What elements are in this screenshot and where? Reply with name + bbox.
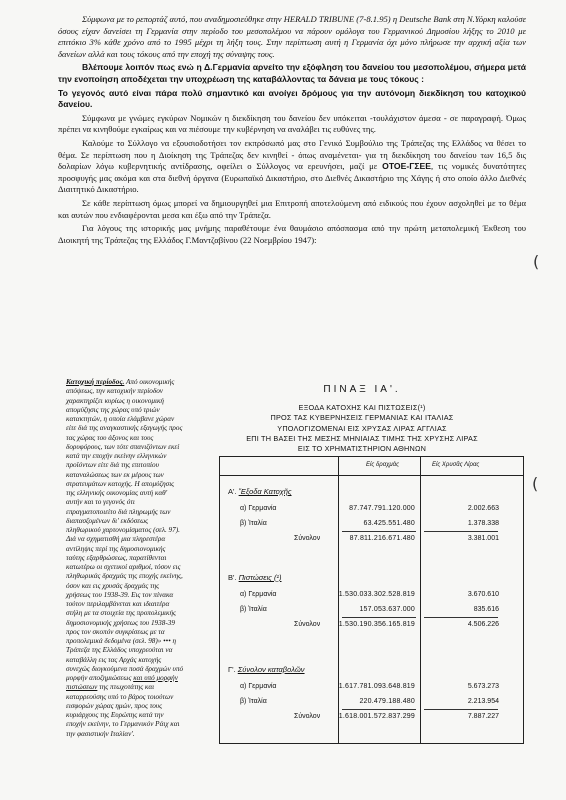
cell-gold-pounds: 3.670.610 <box>467 591 499 598</box>
sidebar-heading: Κατοχική περίοδος. <box>66 378 125 386</box>
row-label: β) Ἰταλία <box>240 698 267 705</box>
section-heading <box>228 487 292 496</box>
cell-gold-pounds: 2.213.954 <box>467 698 499 705</box>
table-row <box>220 698 523 708</box>
table-title-line: ΕΞΟΔΑ ΚΑΤΟΧΗΣ ΚΑΙ ΠΙΣΤΩΣΕΙΣ(¹) <box>298 403 426 412</box>
table-row <box>220 505 523 515</box>
margin-bracket-mark-table: ( <box>532 474 539 493</box>
cell-drachmas: 63.425.551.480 <box>363 520 415 527</box>
cell-drachmas: 1.617.781.093.648.819 <box>338 683 415 690</box>
row-label: α) Γερμανία <box>240 683 277 690</box>
section-heading <box>228 573 282 582</box>
paragraph-important-fact: Το γεγονός αυτό είναι πάρα πολύ σημαντικό και ανοίγει δρόμους για την αυτόνομη διεκδίκηση του κατοχικού δανείου. <box>58 87 526 110</box>
cell-gold-pounds: 5.673.273 <box>467 683 499 690</box>
paragraph-call-text-b: , τις νομικές δυνατότητες προσφυγής μας ακόμα και στα διεθνή όργανα (Ευρωπαϊκό Δικαστήριο, στο Διεθνές Δικαστήριο της Χάγης ή στο οποίο άλλο Διεθνές Διαιτητικό Δικαστήριο. <box>58 161 526 195</box>
sum-rule <box>342 709 416 710</box>
cell-drachmas: 1.530.033.302.528.819 <box>338 591 415 598</box>
table-row <box>220 606 523 616</box>
cell-gold-pounds: 4.506.226 <box>467 621 499 628</box>
row-label: Σύνολον <box>294 535 321 542</box>
cell-drachmas: 220.479.188.480 <box>359 698 415 705</box>
paragraph-herald-tribune: Σύμφωνα με το ρεπορτάζ αυτό, που αναδημοσιεύθηκε στην HERALD TRIBUNE (7-8.1.95) η Deutsche Bank στη Ν.Υόρκη καλούσε όσους είχαν δανείσει τη Γερμανία στην περίοδο του μεσοπολέμου να πάρουν ομόλογα του Γερμανικού Δημοσίου λήξης το 2010 με επιτόκιο 3% κάθε χρόνο από το 1995 μέχρι τη λήξη τους. Στην περίπτωση αυτή η Γερμανία όχι μόνο πλήρωσε την αρχική αξία των δανείων αλλά και τους τόκους από την εποχή της σύναψης τους. <box>58 14 526 59</box>
sidebar-text-1: Από οικονομικής απόψεως, την κατοχικήν περίοδον χαρακτηρίζει κυρίως η οικονομική απομύζησις της χώρας υπό τριών κατακτητών, η οποία ελάμβανε χώραν είτε διά της αναγκαστικής εξαγωγής προς τας χώρας του άξονος και τους δορυφόρους, των τότε σπανιζόντων εκεί κατά την εποχήν εκείνην ελληνικών προϊόντων είτε διά της επιτοπίου καταναλώσεως των εκ μέρους των στρατευμάτων κατοχής. Η απομύζησις της ελληνικής οικονομίας αυτή καθ' αυτήν και το γεγονός ότι επραγματοποιείτο διά πληρωμής των διαπασζομένων δι' εκδόσεως πληθωρικού χαρτονομίσματος (σελ. 97). <box>66 378 183 534</box>
row-label: β) Ἰταλία <box>240 606 267 613</box>
section-heading <box>228 665 305 674</box>
row-label: α) Γερμανία <box>240 591 277 598</box>
margin-bracket-mark: ( <box>533 252 540 271</box>
row-label: α) Γερμανία <box>240 505 277 512</box>
section-number: Α'. <box>228 487 237 496</box>
table-title-block <box>196 384 528 454</box>
paragraph-historical-memory: Για λόγους της ιστορικής μας μνήμης παραθέτουμε ένα θαυμάσιο απόσπασμα από την πρώτη μεταπολεμική Έκθεση του Διοικητή της Τράπεζας της Ελλάδος Γ.Μαντζαβίνου (22 Νοεμβρίου 1947): <box>58 223 526 245</box>
sum-rule <box>424 531 498 532</box>
sum-rule <box>342 617 416 618</box>
row-label: Σύνολον <box>294 621 321 628</box>
cell-gold-pounds: 7.887.227 <box>467 713 499 720</box>
cell-drachmas: 1.618.001.572.837.299 <box>338 713 415 720</box>
row-label: β) Ἰταλία <box>240 520 267 527</box>
table-row-total <box>220 535 523 545</box>
paragraph-committee: Σε κάθε περίπτωση όμως μπορεί να δημιουργηθεί μια Επιτροπή αποτελούμενη από ειδικούς που έχουν ασχοληθεί με το θέμα και αυτών που ενδιαφέρονται μεσα και έξω από την Τράπεζα. <box>58 197 526 220</box>
cell-drachmas: 157.053.637.000 <box>359 606 415 613</box>
section-number: Β'. <box>228 573 237 582</box>
cell-gold-pounds: 3.381.001 <box>467 535 499 542</box>
table-header <box>220 457 523 476</box>
sum-rule <box>424 617 498 618</box>
sum-rule <box>424 709 498 710</box>
row-label: Σύνολον <box>294 713 321 720</box>
section-number: Γ'. <box>228 665 236 674</box>
table-row <box>220 520 523 530</box>
sidebar-text-underlined: και υπό μορφήν πιστώσεων <box>66 674 178 692</box>
column-header-drachmas: Εἰς δραχμάς <box>366 462 400 468</box>
table-row-total <box>220 621 523 631</box>
main-text <box>58 14 526 246</box>
table-row-total <box>220 713 523 723</box>
cell-drachmas: 87.747.791.120.000 <box>349 505 415 512</box>
table-title-line: ΕΠΙ ΤΗ ΒΑΣΕΙ ΤΗΣ ΜΕΣΗΣ ΜΗΝΙΑΙΑΣ ΤΙΜΗΣ ΤΗΣ ΧΡΥΣΗΣ ΛΙΡΑΣ <box>246 433 478 443</box>
sidebar-excerpt <box>66 378 184 739</box>
paragraph-call-to-association <box>58 138 526 196</box>
table-title-line: ΠΡΟΣ ΤΑΣ ΚΥΒΕΡΝΗΣΕΙΣ ΓΕΡΜΑΝΙΑΣ ΚΑΙ ΙΤΑΛΙΑΣ <box>270 413 454 423</box>
paragraph-legal-opinion: Σύμφωνα με γνώμες εγκύρων Νομικών η διεκδίκηση του δανείου δεν υπόκειται -τουλάχιστον άμεσα - σε παραγραφή. Όμως πρέπει να κινηθούμε εγκαίρως και να πιέσουμε την κυβέρνηση να αναλάβει τις ευθύνες της. <box>58 112 526 135</box>
sidebar-text-2: Διά να σχηματισθή μια πληρεστέρα αντίληψις περί της δημοσιονομικής ταύτης εξαρθρώσεως, παρατίθενται κατωτέρω οι σχετικοί αριθμοί, τόσον εις πληθωρικάς δραχμάς της εποχής εκείνης, όσον και εις χρυσάς δραχμάς της χρήσεως του 1938-39. Εις τον πίνακα τούτον περιλαμβάνεται και ιδιαιτέρα στήλη με τα στοιχεία της προπολεμικής δημοσιονομικής χρήσεως του 1938-39 προς τον σκοπόν συγκρίσεως με τα προπολεμικά δεδομένα (σελ. 98)» ••• η Τράπεζα της Ελλάδος υποχρεούται να καταβάλλη εις τας Αρχάς κατοχής συνεχώς διογκούμενα ποσά δραχμών υπό μορφήν αποζημιώσεως <box>66 535 184 682</box>
paragraph-call-text-a: Καλούμε το Σύλλογο να εξουσιοδοτήσει τον εκπρόσωπό μας στο Γενικό Συμβούλιο της Τράπεζας της Ελλάδος να θέσει το θέμα. Σε περίπτωση που η Διοίκηση της Τράπεζας δεν κινηθεί - όπως αναμένεται- για τη διεκδίκηση του δανείου των 16,5 δις δολαρίων λόγω κυβερνητικής αντίδρασης, οφείλει ο Σύλλογος να ερευνήσει, μαζί με <box>58 137 526 172</box>
cell-gold-pounds: 835.616 <box>473 606 499 613</box>
occupation-expenses-table <box>219 456 524 744</box>
otoe-gsee-label: ΟΤΟΕ-ΓΣΕΕ <box>382 161 431 172</box>
cell-drachmas: 1.530.190.356.165.819 <box>338 621 415 628</box>
sum-rule <box>342 531 416 532</box>
table-row <box>220 683 523 693</box>
table-number: ΠΙΝΑΞ ΙΑ'. <box>323 384 401 395</box>
section-name: Ἔξοδα Κατοχῆς <box>238 487 292 496</box>
paragraph-germany-refusal: Βλέπουμε λοιπόν πως ενώ η Δ.Γερμανία αρνείτο την εξόφληση του δανείου του μεσοπολέμου, σήμερα μετά την ενοποίηση αποδέχεται την υποχρέωση της καταβάλλοντας τα δάνεια με τους τόκους : <box>58 62 526 84</box>
table-title-line: ΕΙΣ ΤΟ ΧΡΗΜΑΤΙΣΤΗΡΙΟΝ ΑΘΗΝΩΝ <box>297 444 427 454</box>
sidebar-text-3: της πτωχοτάτης και καταρρεούσης υπό το βάρος τοιούτων εισφορών χώρας ημών, προς τους κυριάρχους της Ευρώπης κατά την εποχήν εκείνην, το Γερμανικόν Ράιχ και την φασιστικήν Ιταλίαν'. <box>66 683 180 738</box>
cell-drachmas: 87.811.216.671.480 <box>349 535 415 542</box>
column-header-gold-pounds: Εἰς Χρυσᾶς Λίρας <box>432 462 480 468</box>
table-title-line: ΥΠΟΛΟΓΙΖΟΜΕΝΑΙ ΕΙΣ ΧΡΥΣΑΣ ΛΙΡΑΣ ΑΓΓΛΙΑΣ <box>277 423 447 433</box>
section-name: Πιστώσεις (¹) <box>238 573 282 582</box>
cell-gold-pounds: 2.002.663 <box>467 505 499 512</box>
table-row <box>220 591 523 601</box>
section-name: Σύνολον καταβολῶν <box>237 665 305 674</box>
cell-gold-pounds: 1.378.338 <box>467 520 499 527</box>
